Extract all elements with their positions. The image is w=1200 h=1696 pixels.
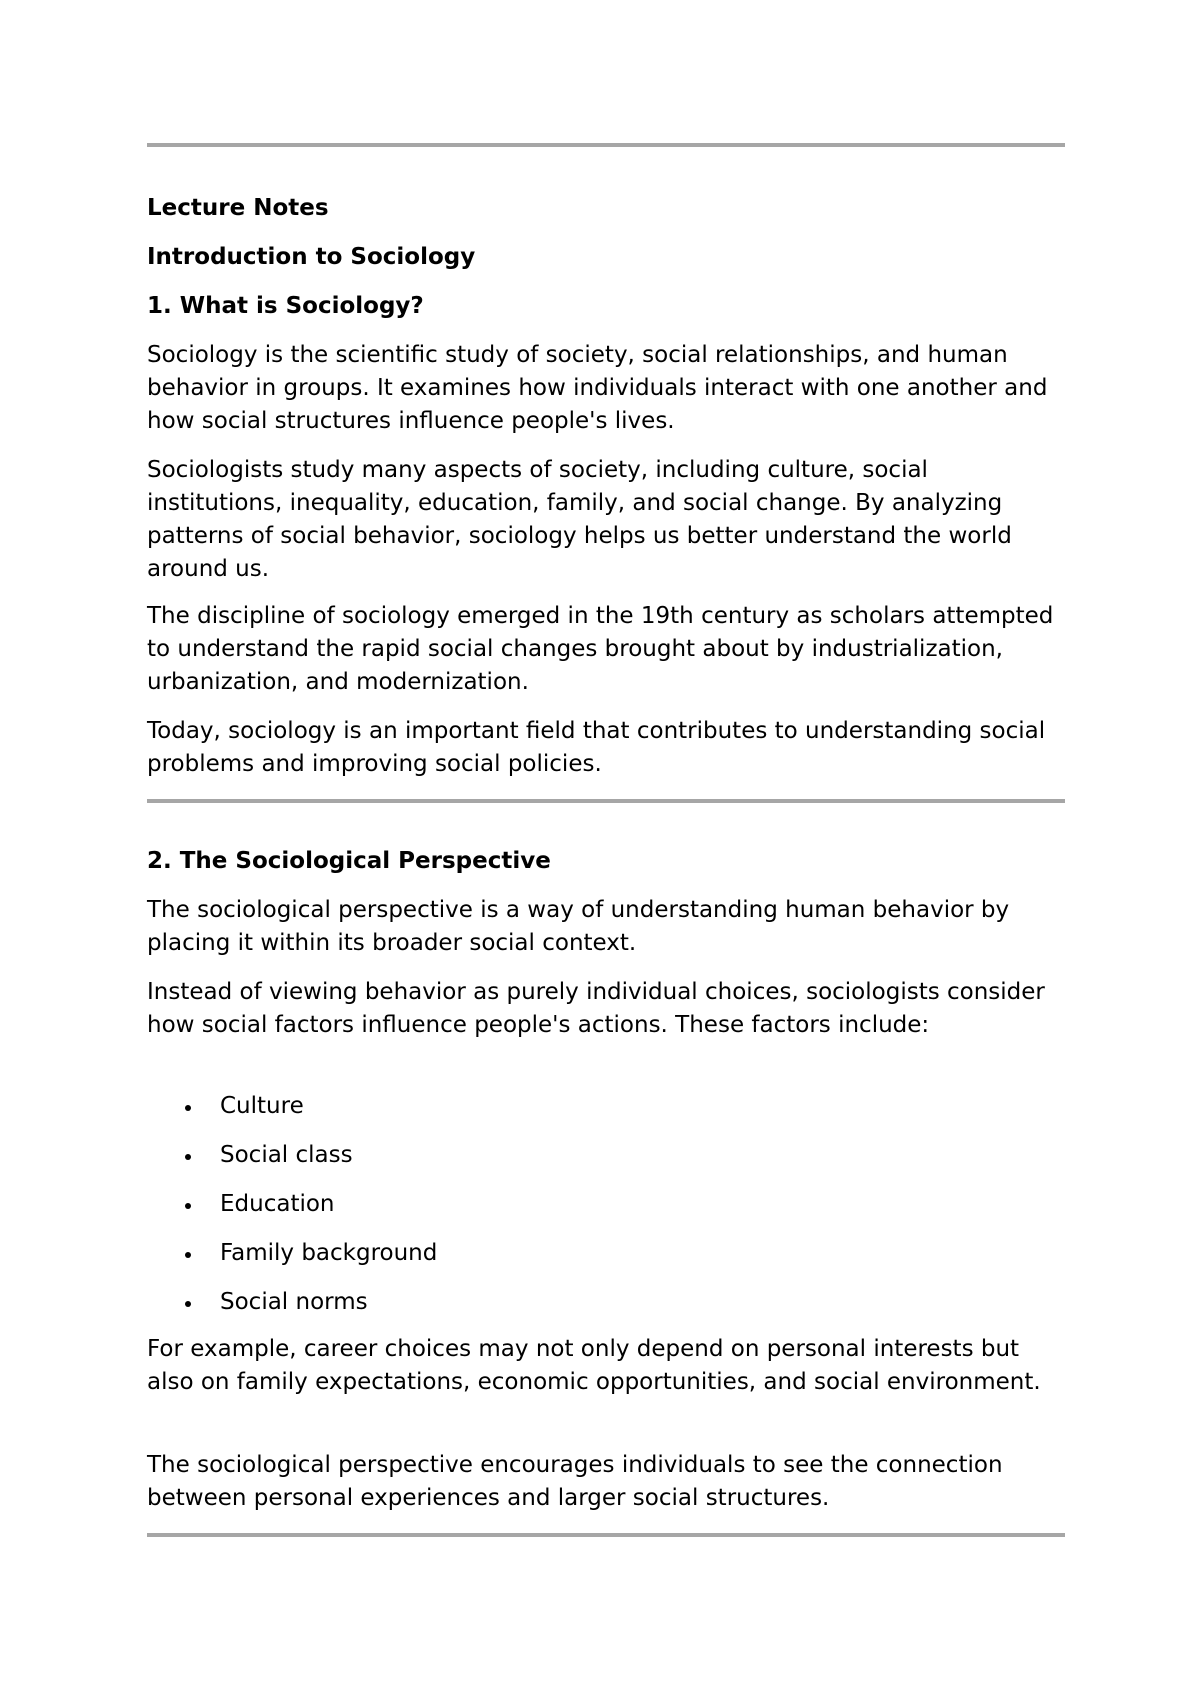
section-2-paragraph-1-block: [147, 894, 1065, 960]
section-1-paragraph-2-block: [147, 454, 1065, 586]
doc-title-block: [147, 192, 1065, 225]
list-item-label: Education: [220, 1191, 335, 1217]
section-2-paragraph-4: The sociological perspective encourages individuals to see the connection between personal experiences and larger social structures.: [147, 1452, 1003, 1511]
section-1-paragraph-4: Today, sociology is an important field that contributes to understanding social problems and improving social policies.: [147, 718, 1046, 777]
bullet-icon: [185, 1105, 191, 1111]
doc-title: Lecture Notes: [147, 195, 329, 221]
list-item-label: Family background: [220, 1240, 438, 1266]
section-1-heading-block: [147, 290, 1065, 323]
section-2-paragraph-2-block: [147, 976, 1065, 1042]
section-2-paragraph-1: The sociological perspective is a way of understanding human behavior by placing it within its broader social context.: [147, 897, 1010, 956]
list-item-label: Culture: [220, 1093, 304, 1119]
horizontal-rule-middle: [147, 799, 1065, 803]
factors-list-block: [147, 1090, 1065, 1319]
list-item: [147, 1237, 1065, 1270]
doc-subtitle-block: [147, 241, 1065, 274]
horizontal-rule-bottom: [147, 1533, 1065, 1537]
section-2-paragraph-4-block: [147, 1449, 1065, 1515]
section-2-heading-block: [147, 845, 1065, 878]
factors-list: [147, 1090, 1065, 1319]
section-1-paragraph-3-block: [147, 600, 1065, 699]
section-1-paragraph-1-block: [147, 339, 1065, 438]
list-item: [147, 1139, 1065, 1172]
list-item: [147, 1286, 1065, 1319]
section-1-paragraph-1: Sociology is the scientific study of society, social relationships, and human behavior in groups. It examines how individuals interact with one another and how social structures influence people's lives.: [147, 342, 1048, 434]
list-item: [147, 1090, 1065, 1123]
bullet-icon: [185, 1203, 191, 1209]
bullet-icon: [185, 1301, 191, 1307]
section-1-paragraph-2: Sociologists study many aspects of society, including culture, social institutions, inequality, education, family, and social change. By analyzing patterns of social behavior, sociology helps us better understand the world around us.: [147, 457, 1012, 582]
section-1-heading: 1. What is Sociology?: [147, 293, 424, 319]
bullet-icon: [185, 1154, 191, 1160]
horizontal-rule-top: [147, 143, 1065, 147]
list-item: [147, 1188, 1065, 1221]
section-2-paragraph-3-block: [147, 1333, 1065, 1399]
section-2-paragraph-3: For example, career choices may not only depend on personal interests but also on family expectations, economic opportunities, and social environment.: [147, 1336, 1041, 1395]
section-2-paragraph-2: Instead of viewing behavior as purely individual choices, sociologists consider how social factors influence people's actions. These factors include:: [147, 979, 1045, 1038]
doc-subtitle: Introduction to Sociology: [147, 244, 476, 270]
bullet-icon: [185, 1252, 191, 1258]
section-1-paragraph-4-block: [147, 715, 1065, 781]
section-2-heading: 2. The Sociological Perspective: [147, 848, 551, 874]
list-item-label: Social class: [220, 1142, 353, 1168]
section-1-paragraph-3: The discipline of sociology emerged in the 19th century as scholars attempted to understand the rapid social changes brought about by industrialization, urbanization, and modernization.: [147, 603, 1054, 695]
list-item-label: Social norms: [220, 1289, 368, 1315]
